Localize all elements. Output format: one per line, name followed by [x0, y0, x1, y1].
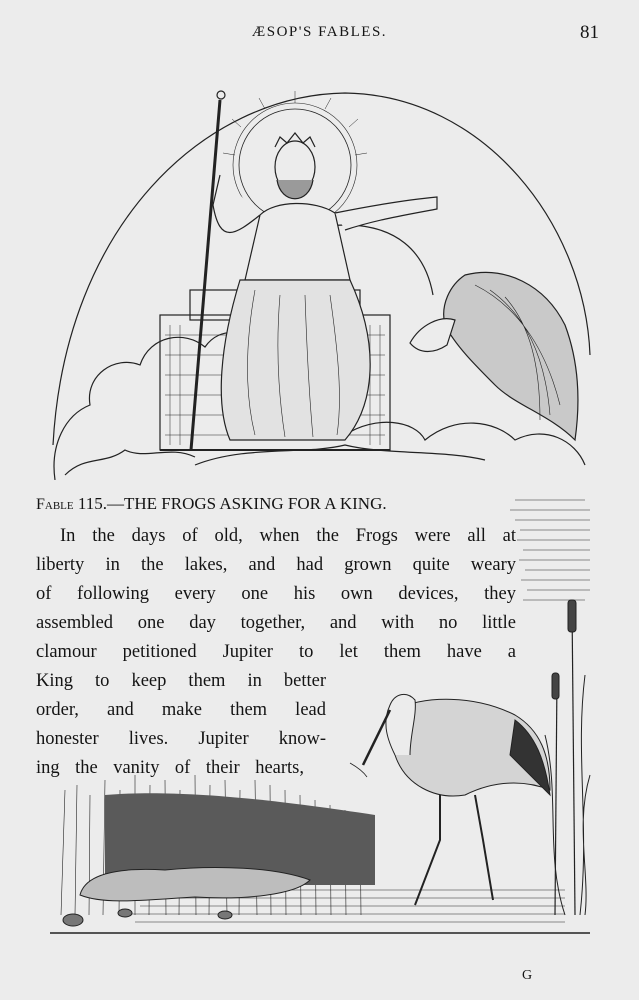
body-line-9: ing the vanity of their hearts,	[36, 758, 304, 778]
body-line-2: liberty in the lakes, and had grown quite weary	[36, 555, 516, 575]
fable-label: Fable	[36, 496, 74, 513]
running-title: ÆSOP'S FABLES.	[251, 24, 388, 40]
body-line-7: order, and make them lead	[36, 700, 326, 720]
stork-marsh-illustration	[45, 495, 595, 940]
jupiter-illustration	[45, 85, 595, 480]
body-line-1: In the days of old, when the Frogs were all at	[60, 526, 516, 546]
body-line-6: King to keep them in better	[36, 671, 326, 691]
fable-title-text: 115.—THE FROGS ASKING FOR A KING.	[73, 494, 387, 513]
body-line-8: honester lives. Jupiter know-	[36, 729, 326, 749]
body-line-4: assembled one day together, and with no little	[36, 613, 516, 633]
signature-mark: G	[522, 968, 533, 983]
body-line-3: of following every one his own devices, they	[36, 584, 516, 604]
body-line-5: clamour petitioned Jupiter to let them have a	[36, 642, 516, 662]
page-number: 81	[580, 22, 599, 43]
running-head	[0, 22, 639, 46]
